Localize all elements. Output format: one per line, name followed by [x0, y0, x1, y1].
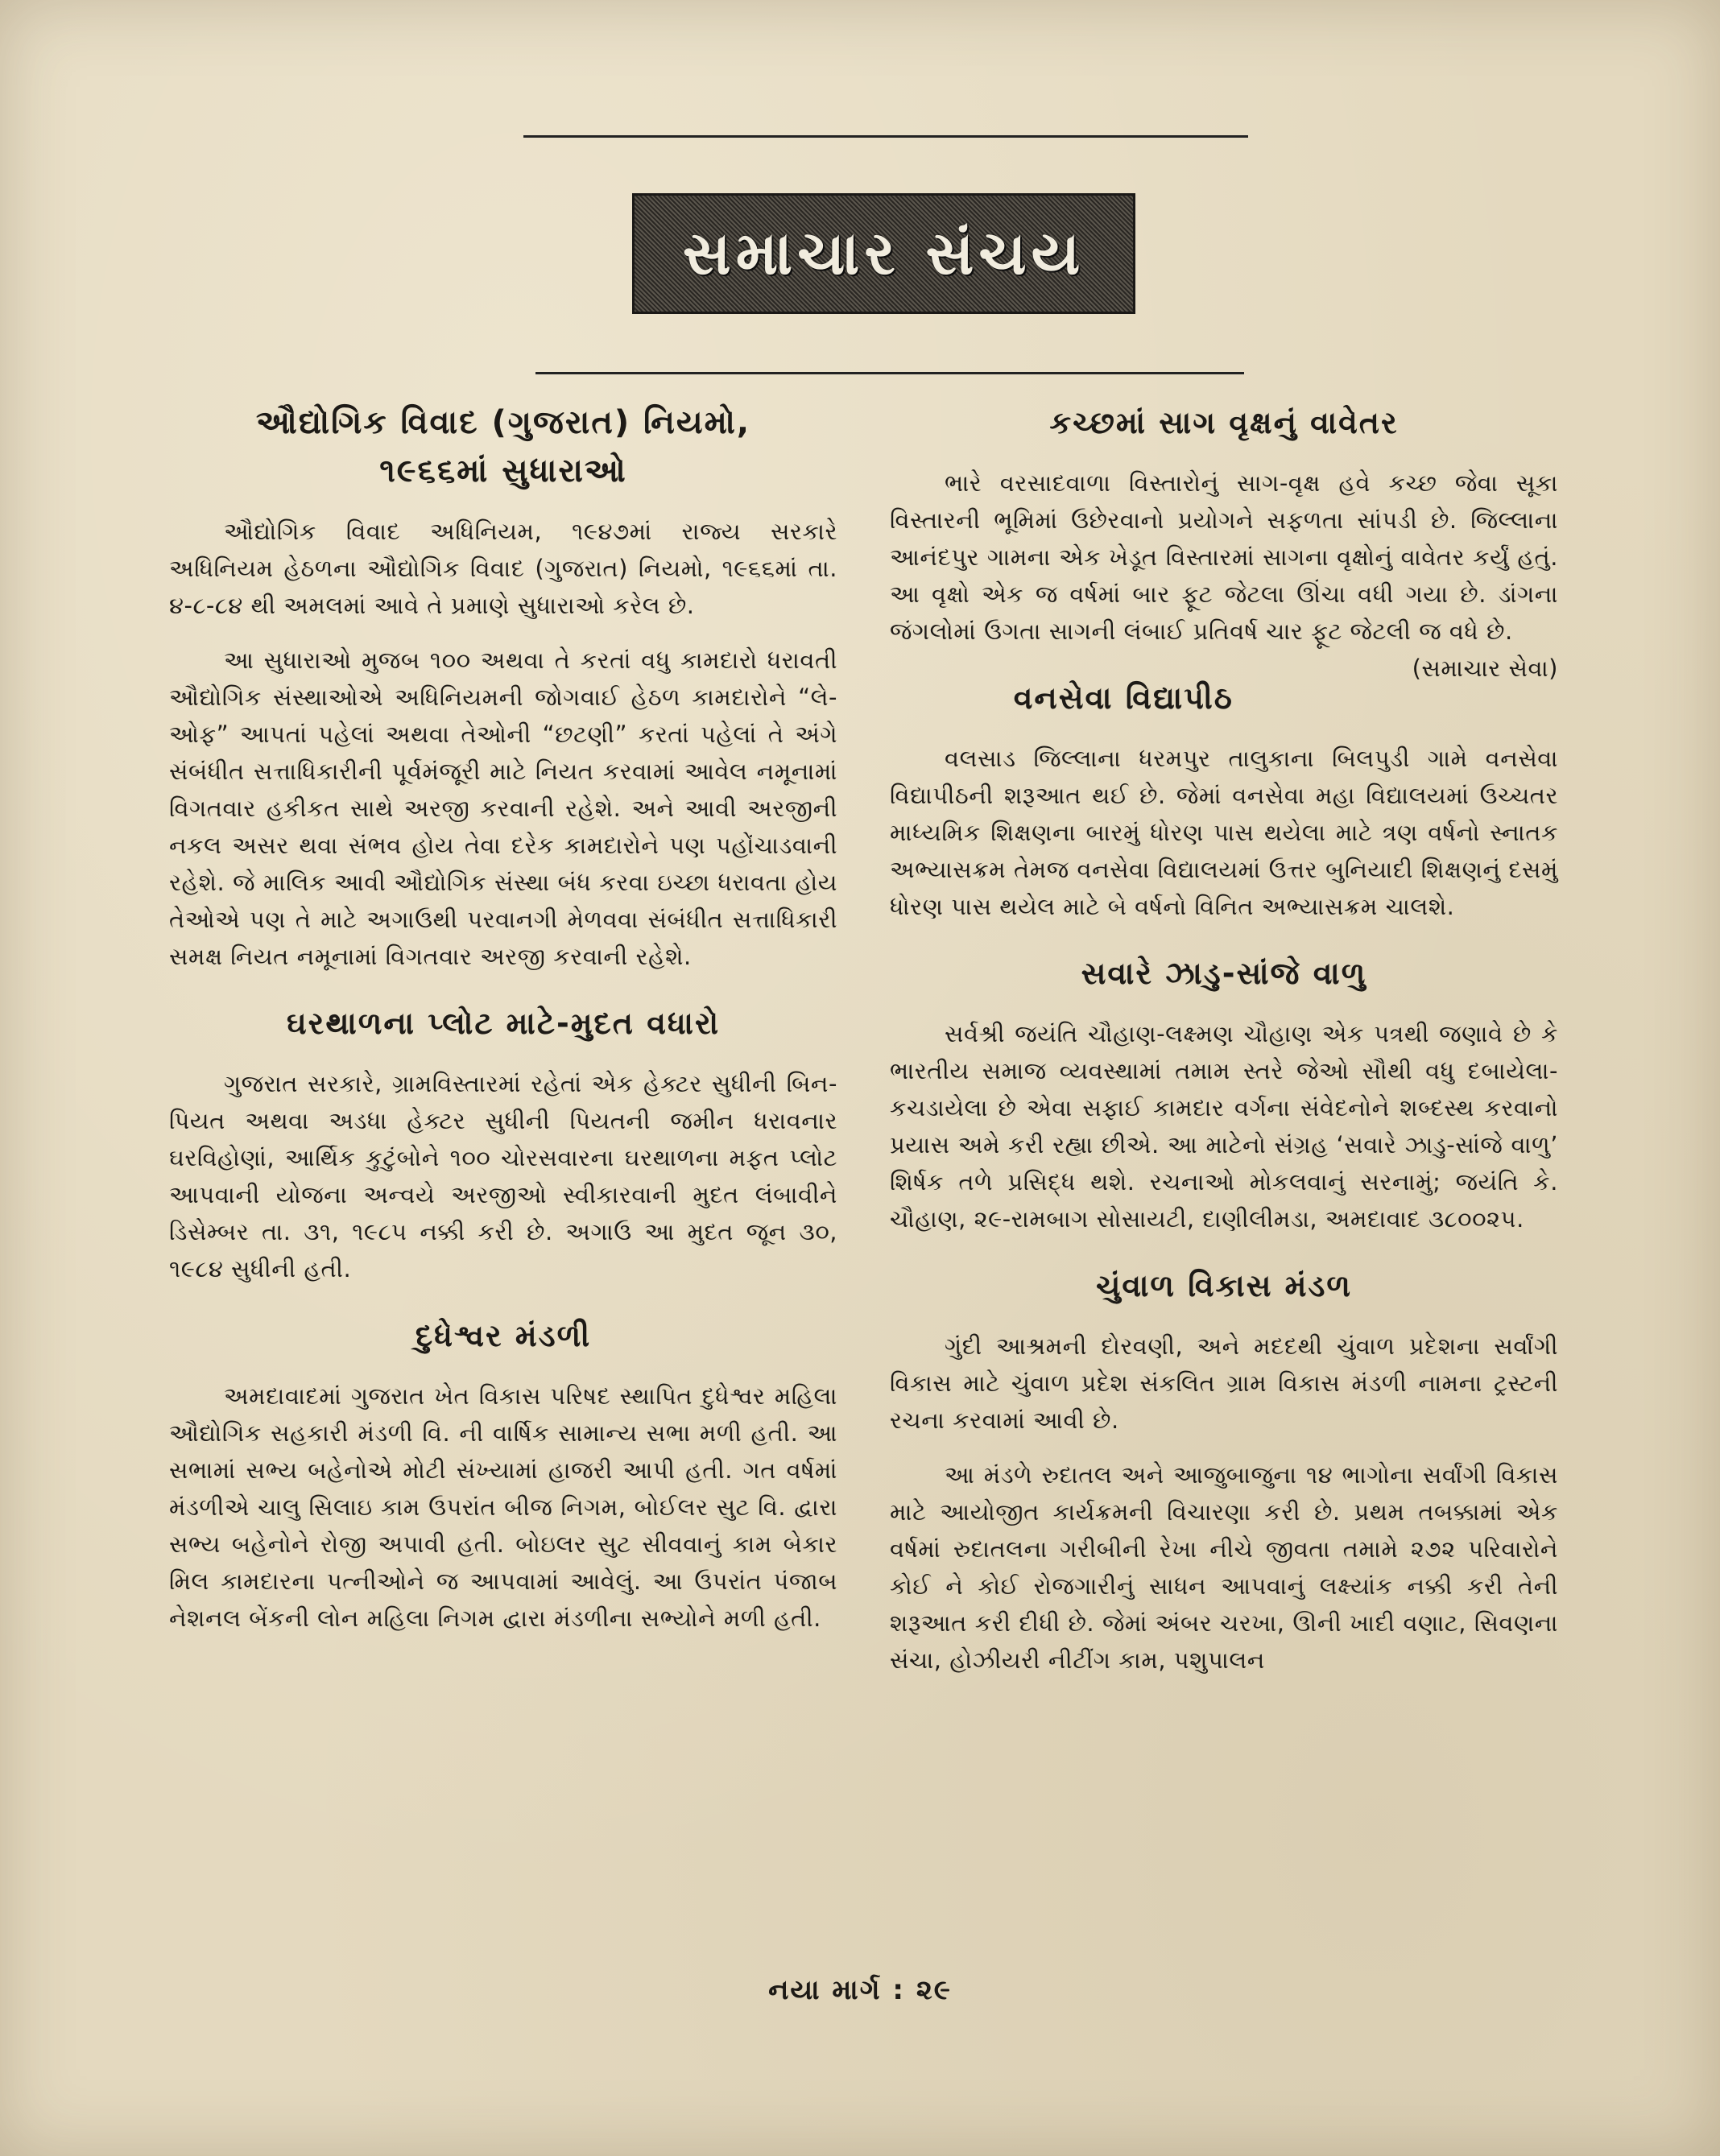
article-dudheshwar-society: [169, 1311, 837, 1637]
page-footer: નયા માર્ગ : ૨૯: [768, 1974, 952, 2006]
article-body-text: ભારે વરસાદવાળા વિસ્તારોનું સાગ-વૃક્ષ હવે કચ્છ જેવા સૂકા વિસ્તારની ભૂમિમાં ઉછેરવાનો પ્રયોગને સફળતા સાંપડી છે. જિલ્લાના આનંદપુર ગામના એક ખેડૂત વિસ્તારમાં સાગના વૃક્ષોનું વાવેતર કર્યું હતું. આ વૃક્ષો એક જ વર્ષમાં બાર ફૂટ જેટલા ઊંચા વધી ગયા છે. ડાંગના જંગલોમાં ઉગતા સાગની લંબાઈ પ્રતિવર્ષ ચાર ફૂટ જેટલી જ વધે છે.: [890, 469, 1558, 645]
left-column: [169, 399, 837, 1637]
article-headline: કચ્છમાં સાગ વૃક્ષનું વાવેતર: [1049, 405, 1399, 440]
article-headline: સવારે ઝાડુ-સાંજે વાળુ: [1081, 956, 1367, 991]
top-divider: [523, 135, 1248, 138]
article-headline: ઔદ્યોગિક વિવાદ (ગુજરાત) નિયમો,: [255, 404, 751, 441]
article-headline: ઘરથાળના પ્લોટ માટે-મુદત વધારો: [286, 1006, 721, 1041]
news-source-credit: (સમાચાર સેવા): [1412, 655, 1558, 682]
article-vansewa-vidyapith: [890, 674, 1558, 925]
article-paragraph: ઔદ્યોગિક વિવાદ અધિનિયમ, ૧૯૪૭માં રાજ્ય સરકારે અધિનિયમ હેઠળના ઔદ્યોગિક વિવાદ (ગુજરાત) નિયમો, ૧૯૬૬માં તા. ૪-૮-૮૪ થી અમલમાં આવે તે પ્રમાણે સુધારાઓ કરેલ છે.: [169, 518, 837, 619]
article-housing-plots: [169, 999, 837, 1287]
article-paragraph: [890, 465, 1558, 682]
article-paragraph: આ મંડળે રુદાતલ અને આજુબાજુના ૧૪ ભાગોના સર્વાંગી વિકાસ માટે આયોજીત કાર્યક્રમની વિચારણા કરી છે. પ્રથમ તબક્કામાં એક વર્ષમાં રુદાતલના ગરીબીની રેખા નીચે જીવતા તમામે ૨૭૨ પરિવારોને કોઈ ને કોઈ રોજગારીનું સાધન આપવાનું લક્ષ્યાંક નક્કી કરી તેની શરૂઆત કરી દીધી છે. જેમાં અંબર ચરખા, ઊની ખાદી વણાટ, સિવણના સંચા, હોઝીયરી નીટીંગ કામ, પશુપાલન: [890, 1461, 1558, 1674]
article-headline: ચુંવાળ વિકાસ મંડળ: [1096, 1268, 1352, 1303]
banner-title: સમાચાર સંચય: [682, 218, 1085, 288]
article-headline: વનસેવા વિદ્યાપીઠ: [1013, 680, 1234, 716]
article-paragraph: અમદાવાદમાં ગુજરાત ખેત વિકાસ પરિષદ સ્થાપિત દુધેશ્વર મહિલા ઔદ્યોગિક સહકારી મંડળી વિ. ની વાર્ષિક સામાન્ય સભા મળી હતી. આ સભામાં સભ્ય બહેનોએ મોટી સંખ્યામાં હાજરી આપી હતી. ગત વર્ષમાં મંડળીએ ચાલુ સિલાઇ કામ ઉપરાંત બીજ નિગમ, બોઈલર સુટ વિ. દ્વારા સભ્ય બહેનોને રોજી અપાવી હતી. બોઇલર સુટ સીવવાનું કામ બેકાર મિલ કામદારના પત્નીઓને જ આપવામાં આવેલું. આ ઉપરાંત પંજાબ નેશનલ બેંકની લોન મહિલા નિગમ દ્વારા મંડળીના સભ્યોને મળી હતી.: [169, 1382, 837, 1632]
article-paragraph: વલસાડ જિલ્લાના ધરમપુર તાલુકાના બિલપુડી ગામે વનસેવા વિદ્યાપીઠની શરૂઆત થઈ છે. જેમાં વનસેવા મહા વિદ્યાલયમાં ઉચ્ચતર માધ્યમિક શિક્ષણના બારમું ધોરણ પાસ થયેલા માટે ત્રણ વર્ષનો સ્નાતક અભ્યાસક્રમ તેમજ વનસેવા વિદ્યાલયમાં ઉત્તર બુનિયાદી શિક્ષણનું દસમું ધોરણ પાસ થયેલ માટે બે વર્ષનો વિનિત અભ્યાસક્રમ ચાલશે.: [890, 745, 1558, 920]
article-paragraph: ગુજરાત સરકારે, ગ્રામવિસ્તારમાં રહેતાં એક હેક્ટર સુધીની બિન-પિયત અથવા અડધા હેક્ટર સુધીની પિયતની જમીન ધરાવનાર ઘરવિહોણાં, આર્થિક કુટુંબોને ૧૦૦ ચોરસવારના ઘરથાળના મફત પ્લોટ આપવાની યોજના અન્વયે અરજીઓ સ્વીકારવાની મુદત લંબાવીને ડિસેમ્બર તા. ૩૧, ૧૯૮૫ નક્કી કરી છે. અગાઉ આ મુદત જૂન ૩૦, ૧૯૮૪ સુધીની હતી.: [169, 1070, 837, 1282]
article-headline: દુધેશ્વર મંડળી: [415, 1318, 592, 1353]
article-chunval-development: [890, 1262, 1558, 1679]
right-column: [890, 399, 1558, 1679]
article-kutch-teak: [890, 399, 1558, 682]
article-headline-line2: ૧૯૬૬માં સુધારાઓ: [379, 452, 627, 489]
banner-divider: [535, 372, 1244, 374]
article-paragraph: ગુંદી આશ્રમની દોરવણી, અને મદદથી ચુંવાળ પ્રદેશના સર્વાંગી વિકાસ માટે ચુંવાળ પ્રદેશ સંકલિત ગ્રામ વિકાસ મંડળી નામના ટ્રસ્ટની રચના કરવામાં આવી છે.: [890, 1332, 1558, 1434]
article-morning-broom: [890, 949, 1558, 1237]
article-industrial-disputes: [169, 399, 837, 975]
article-paragraph: આ સુધારાઓ મુજબ ૧૦૦ અથવા તે કરતાં વધુ કામદારો ધરાવતી ઔદ્યોગિક સંસ્થાઓએ અધિનિયમની જોગવાઈ હેઠળ કામદારોને “લે-ઓફ” આપતાં પહેલાં અથવા તેઓની “છટણી” કરતાં પહેલાં તે અંગે સંબંધીત સત્તાધિકારીની પૂર્વમંજૂરી માટે નિયત કરવામાં આવેલ નમૂનામાં વિગતવાર હકીકત સાથે અરજી કરવાની રહેશે. અને આવી અરજીની નકલ અસર થવા સંભવ હોય તેવા દરેક કામદારોને પણ પહોંચાડવાની રહેશે. જે માલિક આવી ઔદ્યોગિક સંસ્થા બંધ કરવા ઇચ્છા ધરાવતા હોય તેઓએ પણ તે માટે અગાઉથી પરવાનગી મેળવવા સંબંધીત સત્તાધિકારી સમક્ષ નિયત નમૂનામાં વિગતવાર અરજી કરવાની રહેશે.: [169, 646, 837, 970]
article-paragraph: સર્વશ્રી જયંતિ ચૌહાણ-લક્ષ્મણ ચૌહાણ એક પત્રથી જણાવે છે કે ભારતીય સમાજ વ્યવસ્થામાં તમામ સ્તરે જેઓ સૌથી વધુ દબાયેલા-કચડાયેલા છે એવા સફાઈ કામદાર વર્ગના સંવેદનોને શબ્દસ્થ કરવાનો પ્રયાસ અમે કરી રહ્યા છીએ. આ માટેનો સંગ્રહ ‘સવારે ઝાડુ-સાંજે વાળુ’ શિર્ષક તળે પ્રસિદ્ધ થશે. રચનાઓ મોકલવાનું સરનામું; જયંતિ કે. ચૌહાણ, ૨૯-રામબાગ સોસાયટી, દાણીલીમડા, અમદાવાદ ૩૮૦૦૨૫.: [890, 1020, 1558, 1233]
section-banner: [632, 193, 1135, 314]
